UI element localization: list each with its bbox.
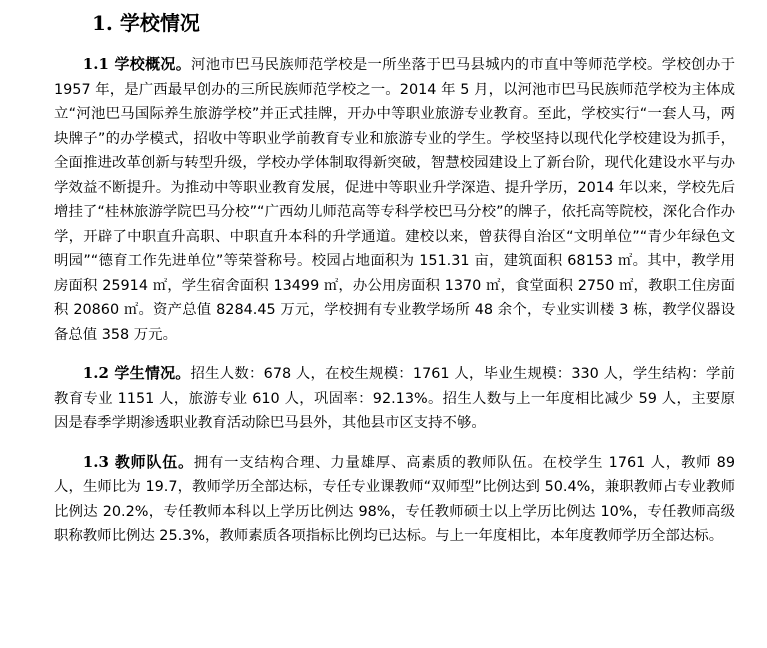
paragraph-heading — [83, 55, 191, 73]
paragraph-heading-text: 学生情况。 — [114, 364, 191, 382]
paragraph-heading-text: 学校概况。 — [114, 55, 192, 73]
paragraph-school-overview — [54, 52, 735, 347]
paragraph-body: 河池市巴马民族师范学校是一所坐落于巴马县城内的市直中等师范学校。学校创办于 1957 年，是广西最早创办的三所民族师范学校之一。2014 年 5 月，以河池市巴马民族师范学校为主体成立“河池巴马国际养生旅游学校”并正式挂牌，开办中等职业旅游专业教育。至此，学校实行“一套人马，两块牌子”的办学模式，招收中等职业学前教育专业和旅游专业的学生。学校坚持以现代化学校建设为抓手，全面推进改革创新与转型升级，学校办学体制取得新突破，智慧校园建设上了新台阶，现代化建设水平与办学效益不断提升。为推动中等职业教育发展，促进中等职业升学深造、提升学历，2014 年以来，学校先后增挂了“桂林旅游学院巴马分校”“广西幼儿师范高等专科学校巴马分校”的牌子，依托高等院校，深化合作办学，开辟了中职直升高职、中职直升本科的升学通道。建校以来，曾获得自治区“文明单位”“青少年绿色文明园”“德育工作先进单位”等荣誉称号。校园占地面积为 151.31 亩，建筑面积 68153 ㎡。其中，教学用房面积 25914 ㎡，学生宿舍面积 13499 ㎡，办公用房面积 1370 ㎡，食堂面积 2750 ㎡，教职工住房面积 20860 ㎡。资产总值 8284.45 万元，学校拥有专业教学场所 48 余个，专业实训楼 3 栋，教学仪器设备总值 358 万元。 — [54, 57, 735, 343]
paragraph-heading — [83, 364, 191, 382]
paragraph-heading — [83, 453, 194, 471]
paragraph-teaching-staff — [54, 450, 735, 549]
paragraph-body: 拥有一支结构合理、力量雄厚、高素质的教师队伍。在校学生 1761 人，教师 89 人，生师比为 19.7，教师学历全部达标，专任专业课教师“双师型”比例达到 50.4%，兼职教师占专业教师比例达 20.2%，专任教师本科以上学历比例达 98%，专任教师硕士以上学历比例达 10%，专任教师高级职称教师比例达 25.3%，教师素质各项指标比例均已达标。与上一年度相比，本年度教师学历全部达标。 — [54, 454, 735, 544]
paragraph-number: 1.2 — [82, 364, 109, 382]
paragraph-number: 1.3 — [82, 452, 109, 471]
section-title: 1. 学校情况 — [92, 11, 200, 35]
paragraph-heading-text: 教师队伍。 — [114, 452, 194, 471]
paragraph-student-info — [54, 361, 735, 436]
paragraph-body: 招生人数：678 人，在校生规模：1761 人，毕业生规模：330 人，学生结构：学前教育专业 1151 人，旅游专业 610 人，巩固率：92.13%。招生人数与上一年度相比减少 59 人，主要原因是春季学期渗透职业教育活动除巴马县外，其他县市区支持不够。 — [54, 366, 735, 431]
paragraph-number: 1.1 — [82, 55, 109, 73]
